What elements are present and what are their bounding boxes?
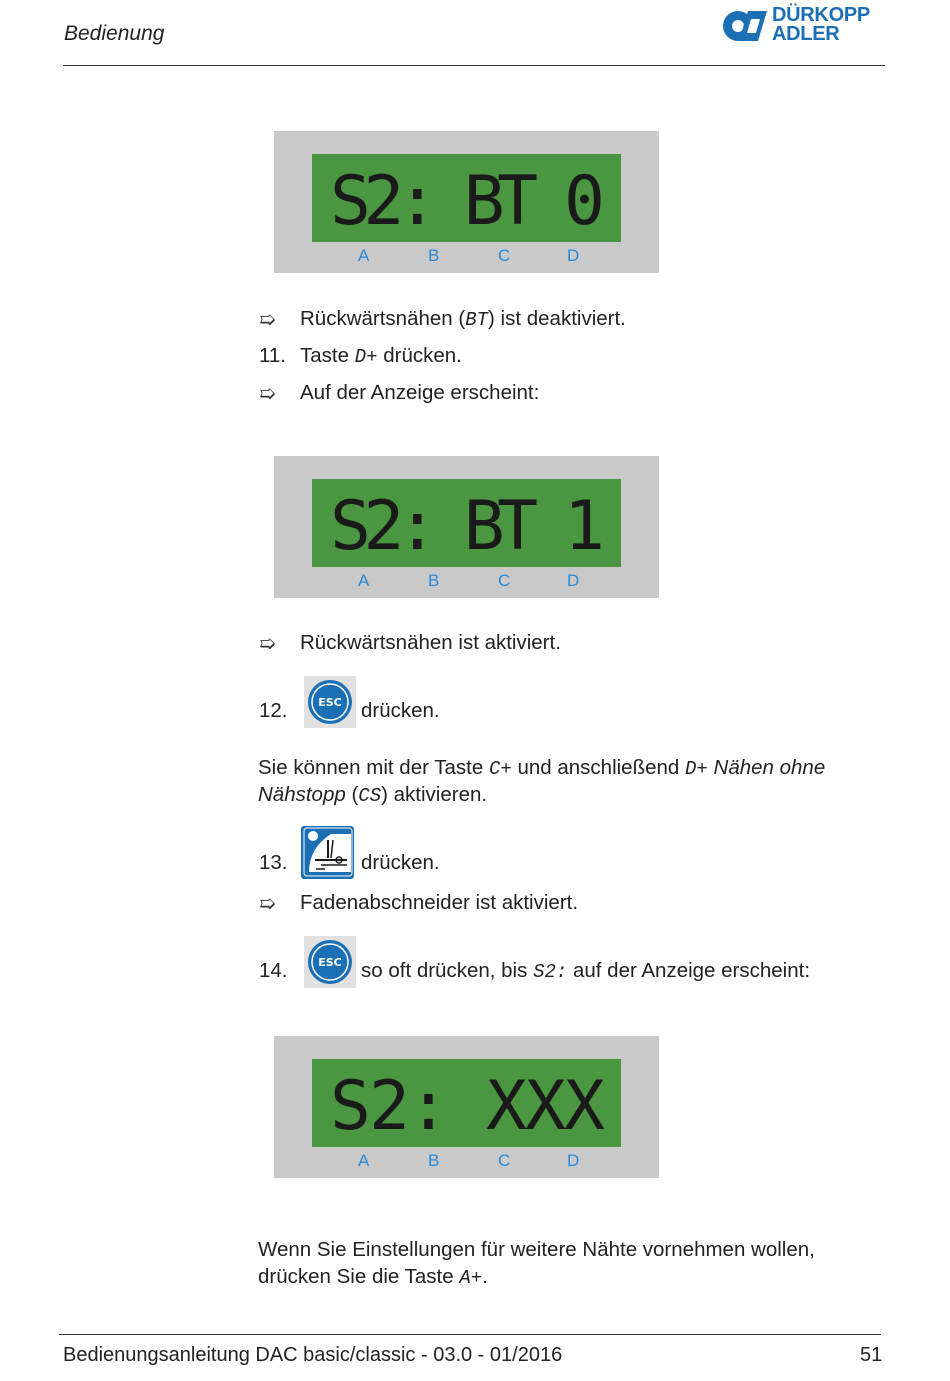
thread-cutter-key-icon xyxy=(301,826,354,879)
note-cs-line-1: Sie können mit der Taste C+ und anschließend D+ Nähen ohne xyxy=(258,756,826,780)
display-label-c: C xyxy=(498,571,511,590)
step-12-text: drücken. xyxy=(361,699,440,722)
step-number-13: 13. xyxy=(259,851,288,874)
lcd-text-1 xyxy=(312,154,621,242)
display-panel-2 xyxy=(274,456,659,598)
display-panel-1 xyxy=(274,131,659,273)
logo-line-2: ADLER xyxy=(772,23,840,45)
result-bt-activated: Rückwärtsnähen ist aktiviert. xyxy=(300,631,561,654)
esc-key-icon xyxy=(304,676,356,728)
result-arrow-icon: ➯ xyxy=(259,893,276,915)
display-label-b: B xyxy=(428,246,440,265)
page-number: 51 xyxy=(860,1344,883,1366)
display-label-d: D xyxy=(567,571,580,590)
step-number-14: 14. xyxy=(259,959,288,982)
result-thread-cutter-activated: Fadenabschneider ist aktiviert. xyxy=(300,891,579,914)
display-label-b: B xyxy=(428,1151,440,1170)
step-11-text: Taste D+ drücken. xyxy=(300,344,462,368)
note-further-seams-line-1: Wenn Sie Einstellungen für weitere Nähte vornehmen wollen, xyxy=(258,1238,815,1261)
result-arrow-icon: ➯ xyxy=(259,633,276,655)
display-label-c: C xyxy=(498,246,511,265)
lcd-text-2 xyxy=(312,479,621,567)
display-panel-3 xyxy=(274,1036,659,1178)
svg-text:ESC: ESC xyxy=(318,696,342,709)
step-14-text: so oft drücken, bis S2: auf der Anzeige erscheint: xyxy=(361,959,811,983)
step-13-text: drücken. xyxy=(361,851,440,874)
result-bt-deactivated: Rückwärtsnähen (BT) ist deaktiviert. xyxy=(300,307,626,331)
esc-key-icon xyxy=(304,936,356,988)
display-label-c: C xyxy=(498,1151,511,1170)
footer-document-title: Bedienungsanleitung DAC basic/classic - 03.0 - 01/2016 xyxy=(63,1344,563,1366)
display-label-d: D xyxy=(567,1151,580,1170)
display-label-b: B xyxy=(428,571,440,590)
display-label-a: A xyxy=(358,571,370,590)
lcd-screen-2 xyxy=(312,479,621,567)
note-cs-line-2: Nähstopp (CS) aktivieren. xyxy=(258,783,488,807)
lcd-screen-3 xyxy=(312,1059,621,1147)
step-number-12: 12. xyxy=(259,699,288,722)
step-number-11: 11. xyxy=(259,344,286,367)
lcd-screen-1 xyxy=(312,154,621,242)
footer-divider xyxy=(59,1334,881,1335)
svg-text:S2: BT 0: S2: BT 0 xyxy=(330,162,605,241)
result-display-shows: Auf der Anzeige erscheint: xyxy=(300,381,540,404)
svg-text:ESC: ESC xyxy=(318,956,342,969)
note-further-seams-line-2: drücken Sie die Taste A+. xyxy=(258,1265,488,1289)
logo-mark-icon xyxy=(722,6,768,46)
header-divider xyxy=(63,65,885,66)
logo-line-1: DÜRKOPP xyxy=(772,4,870,26)
svg-text:S2: XXX: S2: XXX xyxy=(330,1067,605,1146)
result-arrow-icon: ➯ xyxy=(259,383,276,405)
duerkopp-adler-logo xyxy=(722,6,892,50)
lcd-text-3 xyxy=(312,1059,621,1147)
display-label-a: A xyxy=(358,1151,370,1170)
page-section-title: Bedienung xyxy=(64,22,165,45)
svg-text:S2: BT 1: S2: BT 1 xyxy=(330,487,605,566)
display-label-a: A xyxy=(358,246,370,265)
display-label-d: D xyxy=(567,246,580,265)
result-arrow-icon: ➯ xyxy=(259,309,276,331)
